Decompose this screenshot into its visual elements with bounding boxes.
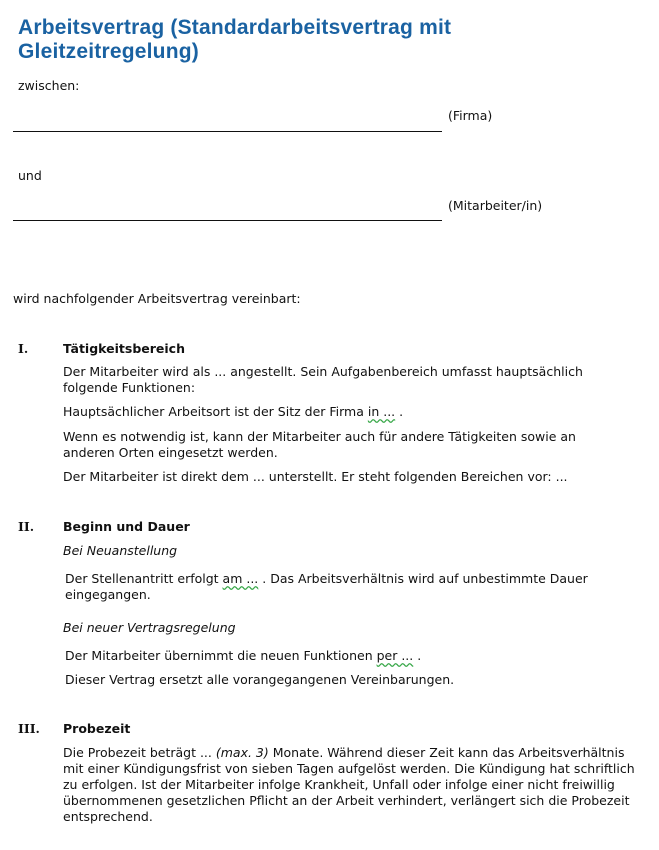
mitarbeiter-signature-line[interactable] <box>13 220 442 221</box>
grammar-marked-text: per ... <box>376 648 414 663</box>
paragraph-text: . Das Arbeitsverhältnis wird auf unbestimmte Dauer eingegangen. <box>65 571 588 602</box>
grammar-marked-text: in ... <box>367 404 396 419</box>
section-heading: Tätigkeitsbereich <box>63 341 185 356</box>
paragraph-text: . <box>413 648 422 663</box>
section-number: I. <box>18 341 29 356</box>
section-paragraph <box>65 571 630 603</box>
paragraph-text: Die Probezeit beträgt ... <box>63 745 216 760</box>
paragraph-text: . <box>395 404 404 419</box>
und-label: und <box>18 168 42 183</box>
mitarbeiter-label: (Mitarbeiter/in) <box>448 198 543 213</box>
section-paragraph: Dieser Vertrag ersetzt alle vorangegangenen Vereinbarungen. <box>65 672 455 687</box>
section-paragraph <box>63 745 643 825</box>
firma-signature-line[interactable] <box>13 131 442 132</box>
section-subheading: Bei neuer Vertragsregelung <box>63 620 236 635</box>
section-number: II. <box>18 519 35 534</box>
section-paragraph: Der Mitarbeiter wird als ... angestellt. Sein Aufgabenbereich umfasst hauptsächlich folgende Funktionen: <box>63 364 583 395</box>
section-subheading: Bei Neuanstellung <box>63 543 178 558</box>
firma-label: (Firma) <box>448 108 493 123</box>
section-heading: Probezeit <box>63 721 131 736</box>
section-paragraph: Wenn es notwendig ist, kann der Mitarbeiter auch für andere Tätigkeiten sowie an anderen Orten eingesetzt werden. <box>63 429 576 460</box>
paragraph-text: Der Mitarbeiter übernimmt die neuen Funktionen <box>65 648 377 663</box>
zwischen-label: zwischen: <box>18 78 80 93</box>
section-paragraph <box>63 404 628 420</box>
italic-note: (max. 3) <box>215 745 269 760</box>
section-number: III. <box>18 721 40 736</box>
paragraph-text: Hauptsächlicher Arbeitsort ist der Sitz der Firma <box>63 404 368 419</box>
section-paragraph: Der Mitarbeiter ist direkt dem ... unterstellt. Er steht folgenden Bereichen vor: ... <box>63 469 568 484</box>
paragraph-text: Der Stellenantritt erfolgt <box>65 571 223 586</box>
section-paragraph <box>65 648 630 664</box>
intro-text: wird nachfolgender Arbeitsvertrag vereinbart: <box>13 291 301 306</box>
grammar-marked-text: am ... <box>222 571 259 586</box>
document-title: Arbeitsvertrag (Standardarbeitsvertrag mit Gleitzeitregelung) <box>18 16 452 63</box>
paragraph-text: Monate. Während dieser Zeit kann das Arbeitsverhältnis mit einer Kündigungsfrist von sieben Tagen aufgelöst werden. Die Kündigung hat schriftlich zu erfolgen. Ist der Mitarbeiter infolge Krankheit, Unfall oder infolge einer nicht freiwillig übernommenen gesetzlichen Pflicht an der Arbeit verhindert, verlängert sich die Probezeit entsprechend. <box>63 745 635 824</box>
section-heading: Beginn und Dauer <box>63 519 190 534</box>
